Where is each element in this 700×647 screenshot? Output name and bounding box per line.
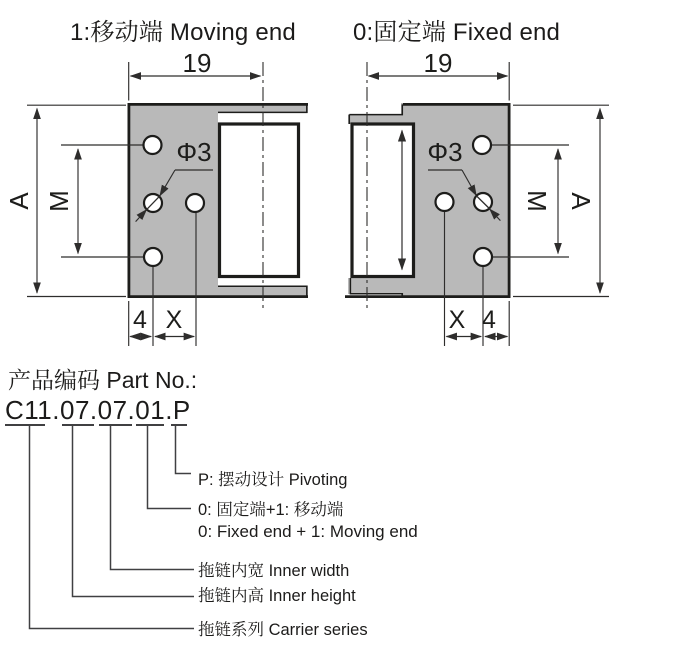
callout-end-config-en: 0: Fixed end + 1: Moving end xyxy=(198,522,418,541)
callout-line-carrier-series xyxy=(30,426,195,629)
dim-m-right: M xyxy=(522,190,552,212)
hole-dia-right: Φ3 xyxy=(427,137,463,167)
right-link-channel xyxy=(352,124,414,277)
mount-hole xyxy=(474,248,492,266)
moving-end-label: 1:移动端 Moving end xyxy=(70,19,296,46)
callout-inner-height: 拖链内高 Inner height xyxy=(198,587,356,605)
dim-a-right: A xyxy=(566,192,596,210)
callout-pivoting: P: 摆动设计 Pivoting xyxy=(198,471,348,489)
right-bottom-ledge xyxy=(348,278,403,294)
dim-4-left: 4 xyxy=(133,306,147,334)
right-plate-body xyxy=(414,103,510,298)
mount-hole xyxy=(436,193,454,211)
callout-end-config xyxy=(198,500,418,542)
fixed-end-label: 0:固定端 Fixed end xyxy=(353,19,561,46)
callout-line-inner-width xyxy=(111,426,195,570)
callout-carrier-series: 拖链系列 Carrier series xyxy=(198,621,368,639)
dim-a-left: A xyxy=(4,192,34,210)
dim-19-right: 19 xyxy=(423,48,453,78)
callout-tree-lines xyxy=(30,426,195,629)
left-view-moving-end xyxy=(128,62,308,310)
mount-hole xyxy=(144,136,162,154)
right-view-fixed-end xyxy=(345,62,510,310)
part-number: C11.07.07.01.P xyxy=(5,395,191,425)
mount-hole xyxy=(186,194,204,212)
callout-end-config-cn: 0: 固定端+1: 移动端 xyxy=(198,501,344,519)
hole-dia-left: Φ3 xyxy=(176,137,212,167)
callout-line-end-config xyxy=(148,426,192,509)
left-link-channel xyxy=(220,124,299,277)
callout-inner-width: 拖链内宽 Inner width xyxy=(198,562,350,580)
mount-hole xyxy=(473,136,491,154)
dim-m-left: M xyxy=(44,190,74,212)
dim-x-right: X xyxy=(448,306,466,334)
dim-x-left: X xyxy=(165,306,183,334)
mount-hole xyxy=(144,248,162,266)
dim-19-left: 19 xyxy=(182,48,212,78)
part-section-title: 产品编码 Part No.: xyxy=(8,367,198,393)
dimension-lines xyxy=(27,62,609,346)
dim-4-right: 4 xyxy=(482,306,496,334)
callout-line-pivoting xyxy=(176,426,192,474)
